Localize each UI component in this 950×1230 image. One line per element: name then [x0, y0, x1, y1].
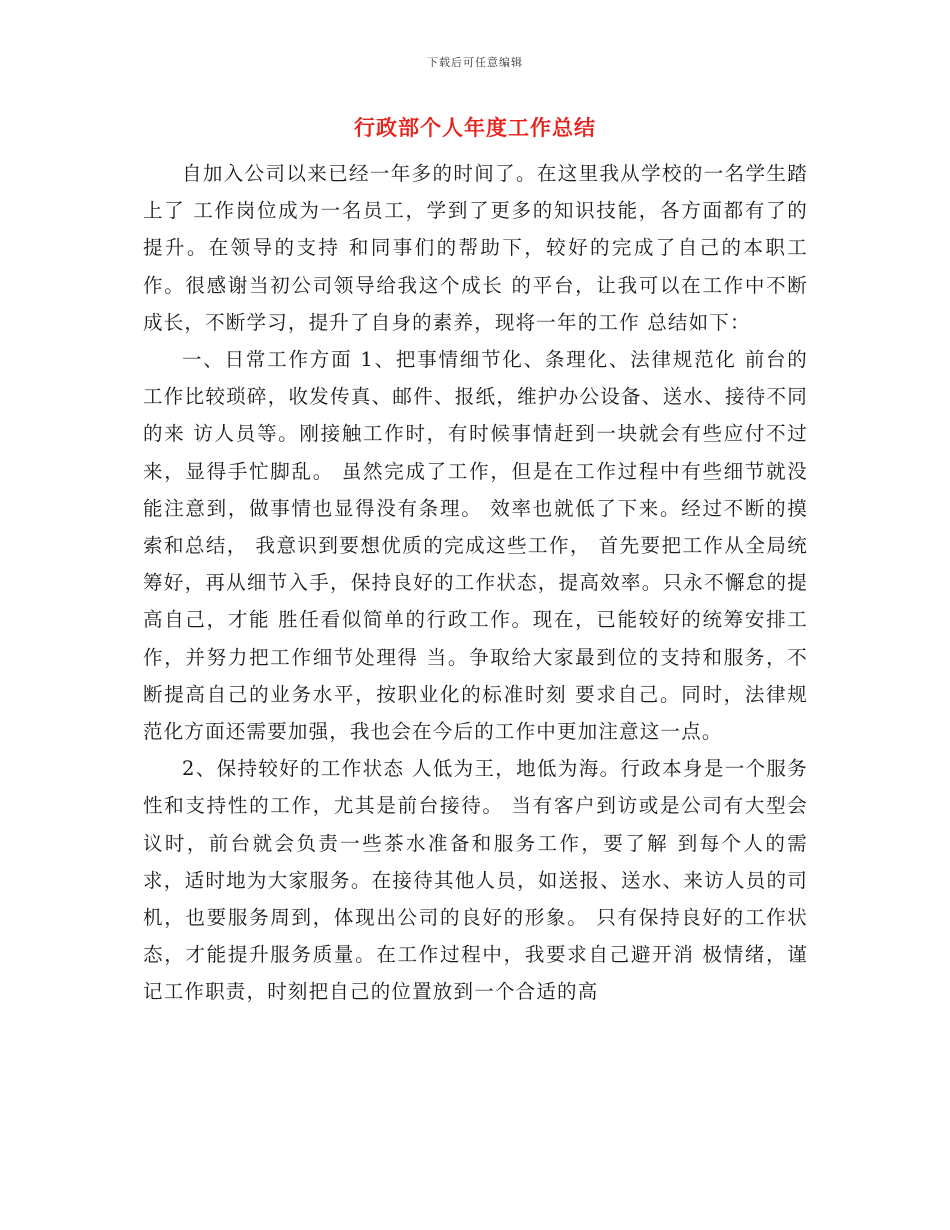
paragraph-intro: 自加入公司以来已经一年多的时间了。在这里我从学校的一名学生踏上了 工作岗位成为一名员工，学到了更多的知识技能，各方面都有了的提升。在领导的支持 和同事们的帮助下，较好的完成了自己的本职工作。很感谢当初公司领导给我这个成长 的平台，让我可以在工作中不断成长，不断学习，提升了自身的素养，现将一年的工作 总结如下： — [143, 162, 808, 334]
document-title: 行政部个人年度工作总结 — [354, 115, 596, 140]
paragraph-work-state: 2、保持较好的工作状态 人低为王，地低为海。行政本身是一个服务性和支持性的工作，尤其是前台接待。 当有客户到访或是公司有大型会议时，前台就会负责一些茶水准备和服务工作，要了解 到每个人的需求，适时地为大家服务。在接待其他人员，如送报、送水、来访人员的司 机，也要服务周到，体现出公司的良好的形象。 只有保持良好的工作状态，才能提升服务质量。在工作过程中，我要求自己避开消 极情绪，谨记工作职责，时刻把自己的位置放到一个合适的高 — [143, 757, 808, 1004]
page-header-note: 下载后可任意编辑 — [427, 56, 523, 69]
paragraph-daily-work: 一、日常工作方面 1、把事情细节化、条理化、法律规范化 前台的工作比较琐碎，收发传真、邮件、报纸，维护办公设备、送水、接待不同的来 访人员等。刚接触工作时，有时候事情赶到一块就会有些应付不过来，显得手忙脚乱。 虽然完成了工作，但是在工作过程中有些细节就没能注意到，做事情也显得没有条理。 效率也就低了下来。经过不断的摸索和总结， 我意识到要想优质的完成这些工作， 首先要把工作从全局统 筹好，再从细节入手，保持良好的工作状态，提高效率。只永不懈怠的提高自己，才能 胜任看似简单的行政工作。现在，已能较好的统筹安排工作，并努力把工作细节处理得 当。争取给大家最到位的支持和服务，不断提高自己的业务水平，按职业化的标准时刻 要求自己。同时，法律规范化方面还需要加强，我也会在今后的工作中更加注意这一点。 — [143, 348, 808, 744]
document-body — [143, 155, 808, 1011]
